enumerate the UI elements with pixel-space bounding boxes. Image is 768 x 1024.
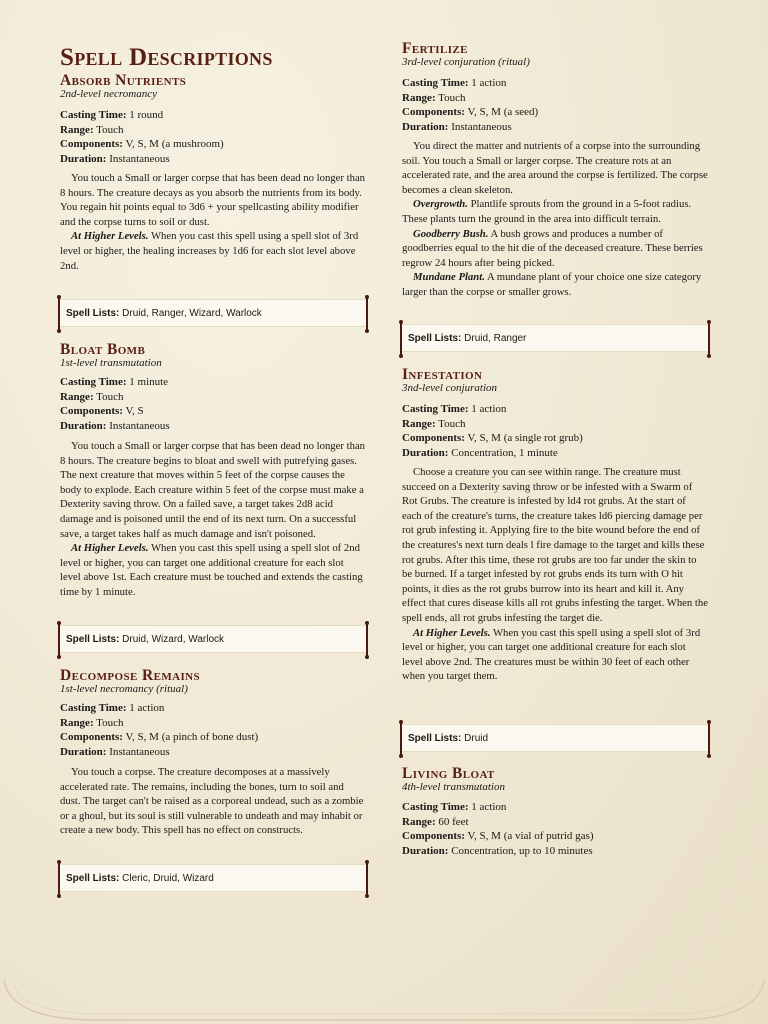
stat-label: Components:	[60, 731, 123, 743]
footer-ornament-icon	[0, 978, 768, 1024]
frame-bar-right	[708, 721, 710, 757]
spell-title-living-bloat: Living Bloat	[402, 765, 495, 782]
frame-bar-left	[400, 321, 402, 357]
spell-stats	[60, 375, 170, 433]
stat-label: Range:	[60, 716, 94, 729]
spell-lists-label: Spell Lists:	[66, 308, 120, 319]
spell-description	[60, 765, 366, 838]
spell-lists-box	[402, 724, 708, 752]
frame-bar-right	[366, 861, 368, 897]
stat-value: 60 feet	[438, 815, 469, 828]
paragraph-title: At Higher Levels.	[71, 230, 149, 243]
stat-label: Casting Time:	[60, 702, 127, 714]
stat-label: Range:	[402, 417, 436, 430]
spell-lists-label: Spell Lists:	[66, 634, 120, 645]
stat-label: Duration:	[60, 745, 107, 758]
paragraph-title: At Higher Levels.	[71, 542, 149, 555]
spell-lists-value: Druid, Ranger, Wizard, Warlock	[122, 308, 262, 319]
spell-title-infestation: Infestation	[402, 366, 483, 383]
stat-label: Duration:	[60, 152, 107, 165]
paragraph-text: Plantlife sprouts from the ground in a 5-foot radius. These plants turn the ground in the area into difficult terrain.	[402, 198, 692, 225]
stat-value: 1 action	[471, 403, 507, 415]
spell-lists-value: Druid, Ranger	[464, 333, 527, 344]
stat-value: 1 action	[471, 77, 507, 89]
stat-value: Concentration, 1 minute	[451, 446, 558, 459]
frame-bar-left	[58, 296, 60, 332]
spell-subtitle: 1st-level necromancy (ritual)	[60, 683, 188, 695]
stat-value: V, S, M (a seed)	[467, 106, 539, 118]
stat-value: V, S, M (a vial of putrid gas)	[467, 830, 594, 842]
stat-value: Instantaneous	[109, 745, 170, 758]
paragraph-title: Overgrowth.	[413, 198, 468, 211]
spell-title-decompose-remains: Decompose Remains	[60, 667, 201, 684]
stat-label: Range:	[402, 91, 436, 104]
frame-bar-right	[366, 296, 368, 332]
description-paragraph	[402, 227, 708, 271]
spell-subtitle: 4th-level transmutation	[402, 781, 505, 793]
description-paragraph	[60, 229, 366, 273]
paragraph-text: When you cast this spell using a spell slot of 3rd level or higher, you can target one additional creature for each slot level above 2nd. The creatures must be within 30 feet of each other when you target them.	[402, 626, 701, 683]
spell-lists-value: Cleric, Druid, Wizard	[122, 873, 214, 884]
stat-label: Range:	[402, 815, 436, 828]
stat-label: Components:	[60, 138, 123, 150]
spell-lists-label: Spell Lists:	[408, 333, 462, 344]
stat-value: Touch	[96, 716, 124, 729]
stat-value: Instantaneous	[109, 152, 170, 165]
stat-label: Casting Time:	[60, 109, 127, 121]
paragraph-title: Mundane Plant.	[413, 271, 485, 284]
description-paragraph: You direct the matter and nutrients of a corpse into the surrounding soil. You touch a Small or larger corpse. The creature rots at an accelerated rate, and the area around the corpse is fertilized. The corpse becomes a clean skeleton.	[402, 140, 708, 196]
frame-bar-left	[58, 861, 60, 897]
stat-label: Duration:	[402, 446, 449, 459]
frame-bar-right	[366, 622, 368, 658]
frame-bar-left	[58, 622, 60, 658]
paragraph-text: When you cast this spell using a spell slot of 2nd level or higher, you can target one additional creature for each slot level above 1st. Each creature must be touched and extends the casting time by 1 minute.	[60, 542, 363, 598]
stat-value: V, S, M (a pinch of bone dust)	[125, 731, 259, 743]
stat-label: Casting Time:	[402, 403, 469, 415]
description-paragraph: You touch a Small or larger corpse that has been dead no longer than 8 hours. The creature decays as you absorb the nutrients from its body. You regain hit points equal to 3d6 + your spellcasting ability modifier and the corpse turns to soil or dust.	[60, 172, 366, 228]
stat-label: Duration:	[60, 419, 107, 432]
stat-value: 1 action	[129, 702, 165, 714]
stat-label: Range:	[60, 123, 94, 136]
description-paragraph	[402, 626, 708, 684]
stat-label: Components:	[402, 830, 465, 842]
spell-stats	[60, 108, 224, 166]
stat-label: Casting Time:	[402, 77, 469, 89]
spell-subtitle: 1st-level transmutation	[60, 357, 162, 369]
spell-lists-box	[60, 299, 366, 327]
spell-title-bloat-bomb: Bloat Bomb	[60, 341, 146, 358]
spell-lists-value: Druid, Wizard, Warlock	[122, 634, 225, 645]
description-paragraph	[402, 197, 708, 226]
stat-value: Instantaneous	[109, 419, 170, 432]
description-paragraph: You touch a corpse. The creature decomposes at a massively accelerated rate. The remains, including the bones, turn to soil and dust. The target can't be raised as a corporeal undead, such as a zombie or a ghoul, but its soul is still vulnerable to undeath and may inhabit or create a new body. This spell has no effect on constructs.	[60, 766, 364, 837]
spell-subtitle: 3nd-level conjuration	[402, 382, 498, 394]
page-title: Spell Descriptions	[60, 44, 273, 71]
paragraph-text: A mundane plant of your choice one size category larger than the corpse or smaller grows.	[402, 271, 702, 298]
stat-value: V, S	[125, 405, 144, 417]
stat-value: 1 round	[129, 109, 164, 121]
spell-subtitle: 2nd-level necromancy	[60, 88, 158, 100]
frame-bar-left	[400, 721, 402, 757]
spell-lists-box	[60, 625, 366, 653]
stat-label: Duration:	[402, 120, 449, 133]
spell-stats	[402, 76, 538, 134]
spell-description	[402, 139, 708, 300]
stat-value: 1 minute	[129, 376, 169, 388]
spell-lists-box	[402, 324, 708, 352]
spell-description	[60, 439, 366, 600]
stat-label: Duration:	[402, 844, 449, 857]
spell-lists-label: Spell Lists:	[408, 733, 462, 744]
paragraph-text: When you cast this spell using a spell slot of 3rd level or higher, the healing increases by 1d6 for each slot level above 2nd.	[60, 230, 359, 272]
stat-value: Concentration, up to 10 minutes	[451, 844, 593, 857]
paragraph-title: At Higher Levels.	[413, 626, 491, 639]
stat-value: V, S, M (a single rot grub)	[467, 432, 583, 444]
stat-label: Range:	[60, 390, 94, 403]
spell-title-fertilize: Fertilize	[402, 40, 468, 57]
stat-label: Casting Time:	[60, 376, 127, 388]
stat-label: Components:	[60, 405, 123, 417]
spell-description	[60, 171, 366, 273]
stat-value: Touch	[438, 91, 466, 104]
paragraph-text: A bush grows and produces a number of goodberries equal to the hit die of the deceased creature. These berries regrow 24 hours after being picked.	[402, 227, 703, 269]
stat-label: Casting Time:	[402, 801, 469, 813]
spell-description	[402, 465, 708, 684]
spell-lists-value: Druid	[464, 733, 489, 744]
frame-bar-right	[708, 321, 710, 357]
stat-label: Components:	[402, 432, 465, 444]
spell-lists-box	[60, 864, 366, 892]
spell-stats	[402, 800, 594, 858]
description-paragraph: You touch a Small or larger corpse that has been dead no longer than 8 hours. The creature begins to bloat and swell with putrefying gases. The next creature that moves within 5 feet of the corpse causes the body to explode. Each creature within 5 feet of the corpse must make a Dexterity saving throw. On a failed save, a target takes 2d8 acid damage and is poisoned until the end of its next turn. On a successful save, a target takes half as much damage and isn't poisoned.	[60, 440, 366, 540]
spell-lists-label: Spell Lists:	[66, 873, 120, 884]
description-paragraph: Choose a creature you can see within range. The creature must succeed on a Dexterity saving throw or be infested with a Swarm of Rot Grubs. The creature is infested by ld4 rot grubs. At the start of each of the creature's turns, the creature takes ld6 piercing damage per rot grub infesting it. Applying fire to the bite wound before the end of the creatures's next turn deals l fire damage to the target and kills these rot grubs. After this time, these rot grubs are too far under the skin to be burned. If a target infested by rot grubs ends its turn with O hit points, it dies as the rot grubs burrow into its heart and kill it. Any effect that cures disease kills all rot grubs infesting the target. When the spell ends, all rot grubs infesting the target die.	[402, 466, 708, 624]
stat-value: Touch	[96, 390, 124, 403]
stat-value: Touch	[96, 123, 124, 136]
spell-stats	[402, 402, 583, 460]
description-paragraph	[60, 541, 366, 599]
paragraph-title: Goodberry Bush.	[413, 227, 489, 240]
stat-value: V, S, M (a mushroom)	[125, 138, 224, 150]
stat-value: 1 action	[471, 801, 507, 813]
spell-title-absorb-nutrients: Absorb Nutrients	[60, 72, 187, 89]
stat-value: Touch	[438, 417, 466, 430]
stat-value: Instantaneous	[451, 120, 512, 133]
spell-stats	[60, 701, 258, 759]
stat-label: Components:	[402, 106, 465, 118]
description-paragraph	[402, 270, 708, 299]
spell-subtitle: 3rd-level conjuration (ritual)	[402, 56, 530, 68]
